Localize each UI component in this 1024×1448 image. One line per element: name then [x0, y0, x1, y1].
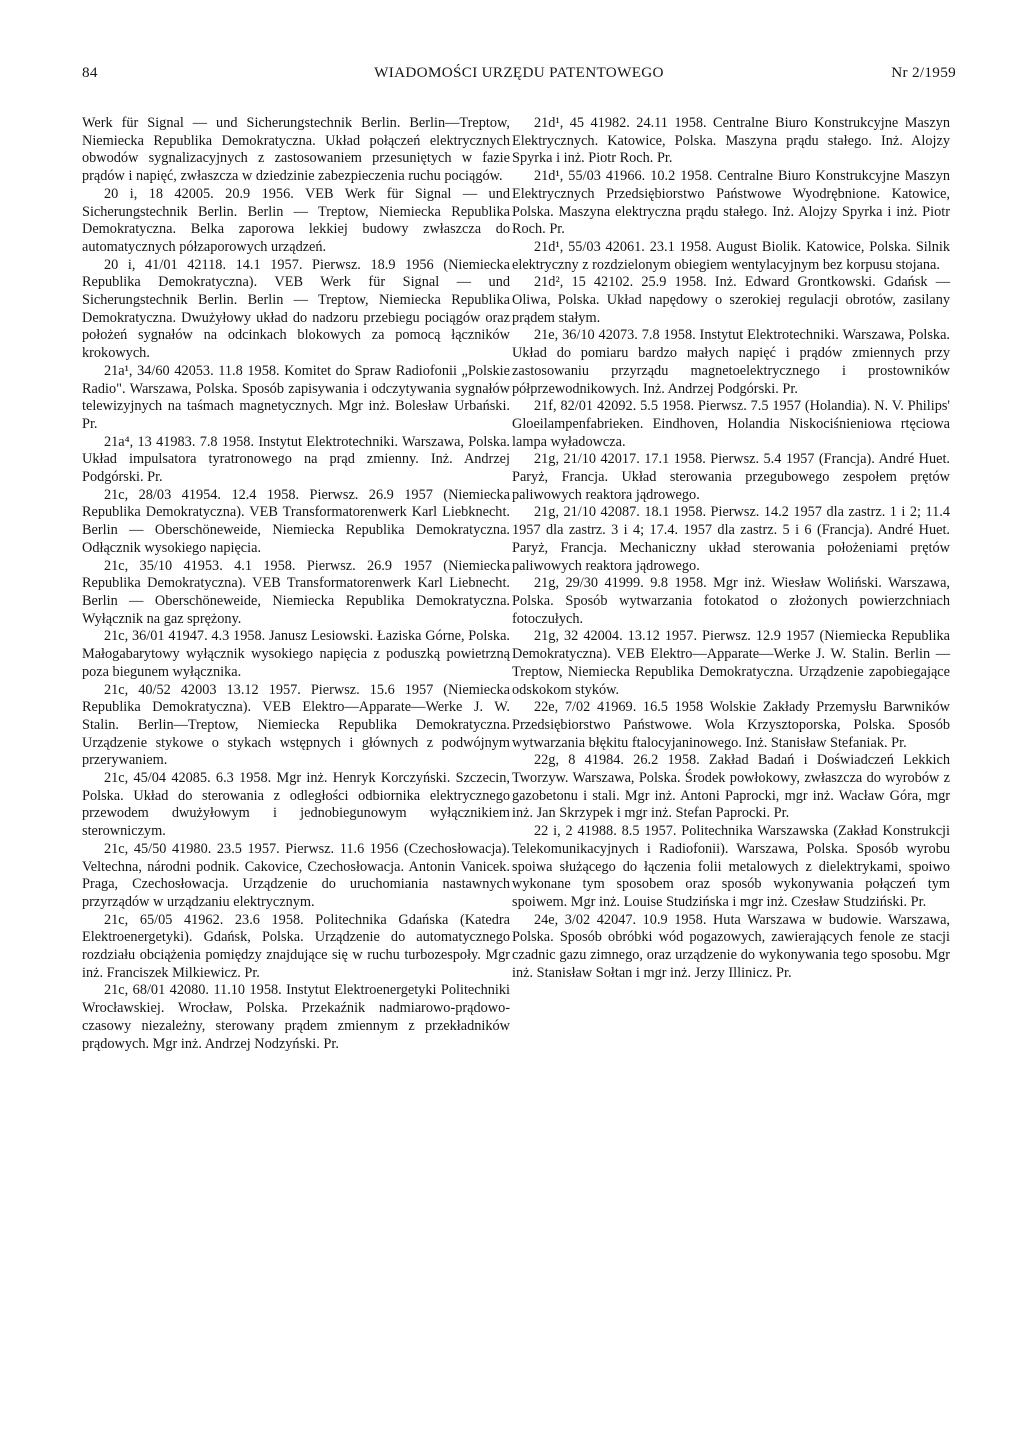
patent-entry: 21g, 21/10 42087. 18.1 1958. Pierwsz. 14.2 1957 dla zastrz. 1 i 2; 11.4 1957 dla zastrz. 3 i 4; 17.4. 1957 dla zastrz. 5 i 6 (Francja). André Huet. Paryż, Francja. Mechaniczny układ sterowania położeniami prętów paliwowych reaktora jądrowego.: [512, 504, 950, 574]
page-header: [82, 64, 956, 88]
patent-entry: 21d¹, 55/03 41966. 10.2 1958. Centralne Biuro Konstrukcyjne Maszyn Elektrycznych Przedsiębiorstwo Państwowe Wyodrębnione. Katowice, Polska. Maszyna elektryczna prądu stałego. Inż. Alojzy Spyrka i inż. Piotr Roch. Pr.: [512, 168, 950, 238]
patent-entry: 21c, 28/03 41954. 12.4 1958. Pierwsz. 26.9 1957 (Niemiecka Republika Demokratyczna). VEB Transformatorenwerk Karl Liebknecht. Berlin — Oberschöneweide, Niemiecka Republika Demokratyczna. Odłącznik wysokiego napięcia.: [82, 486, 510, 556]
patent-entry: 21c, 45/04 42085. 6.3 1958. Mgr inż. Henryk Korczyński. Szczecin, Polska. Układ do sterowania z odległości odbiornika elektrycznego przewodem dwużyłowym i jednobiegunowym wyłącznikiem sterowniczym.: [82, 770, 510, 840]
patent-entry: 21g, 21/10 42017. 17.1 1958. Pierwsz. 5.4 1957 (Francja). André Huet. Paryż, Francja. Układ sterowania przegubowego zespołem prętów paliwowych reaktora jądrowego.: [512, 451, 950, 503]
patent-entry: 21d¹, 55/03 42061. 23.1 1958. August Biolik. Katowice, Polska. Silnik elektryczny z rozdzielonym obiegiem wentylacyjnym bez korpusu stojana.: [512, 238, 950, 273]
patent-entry: 21d¹, 45 41982. 24.11 1958. Centralne Biuro Konstrukcyjne Maszyn Elektrycznych. Katowice, Polska. Maszyna prądu stałego. Inż. Alojzy Spyrka i inż. Piotr Roch. Pr.: [512, 115, 950, 167]
patent-entry: 21f, 82/01 42092. 5.5 1958. Pierwsz. 7.5 1957 (Holandia). N. V. Philips' Gloeilampenfabrieken. Eindhoven, Holandia Niskociśnieniowa rtęciowa lampa wyładowcza.: [512, 398, 950, 450]
patent-entry: 20 i, 18 42005. 20.9 1956. VEB Werk für Signal — und Sicherungstechnik Berlin. Berlin — Treptow, Niemiecka Republika Demokratyczna. Belka zaporowa lekkiej budowy zwłaszcza do automatycznych półzaporowych urządzeń.: [82, 185, 510, 255]
patent-entry: 21a⁴, 13 41983. 7.8 1958. Instytut Elektrotechniki. Warszawa, Polska. Układ impulsatora tyratronowego na prąd zmienny. Inż. Andrzej Podgórski. Pr.: [82, 433, 510, 486]
patent-entry: 21a¹, 34/60 42053. 11.8 1958. Komitet do Spraw Radiofonii „Polskie Radio". Warszawa, Polska. Sposób zapisywania i odczytywania sygnałów telewizyjnych na taśmach magnetycznych. Mgr inż. Bolesław Urbański. Pr.: [82, 362, 510, 432]
patent-entry: 22e, 7/02 41969. 16.5 1958 Wolskie Zakłady Przemysłu Barwników Przedsiębiorstwo Państwowe. Wola Krzysztoporska, Polska. Sposób wytwarzania błękitu ftalocyjaninowego. Inż. Stanisław Stefaniak. Pr.: [512, 699, 950, 751]
patent-entry: 21c, 40/52 42003 13.12 1957. Pierwsz. 15.6 1957 (Niemiecka Republika Demokratyczna). VEB Elektro—Apparate—Werke J. W. Stalin. Berlin—Treptow, Niemiecka Republika Demokratyczna. Urządzenie stykowe o stykach wstępnych i głównych z podwójnym przerywaniem.: [82, 681, 510, 769]
patent-entry: 22g, 8 41984. 26.2 1958. Zakład Badań i Doświadczeń Lekkich Tworzyw. Warszawa, Polska. Środek powłokowy, zwłaszcza do wyrobów z gazobetonu i stali. Mgr inż. Antoni Paprocki, mgr inż. Wacław Góra, mgr inż. Jan Skrzypek i mgr inż. Stefan Paprocki. Pr.: [512, 752, 950, 822]
patent-entry: 21c, 65/05 41962. 23.6 1958. Politechnika Gdańska (Katedra Elektroenergetyki). Gdańsk, Polska. Urządzenie do automatycznego rozdziału obciążenia pomiędzy znajdujące się w ruchu turbozespoły. Mgr inż. Franciszek Milkiewicz. Pr.: [82, 911, 510, 981]
patent-entry: Werk für Signal — und Sicherungstechnik Berlin. Berlin—Treptow, Niemiecka Republika Demokratyczna. Układ połączeń elektrycznych obwodów sygnalizacyjnych z zastosowaniem przesuniętych w fazie prądów i napięć, zwłaszcza w dziedzinie zabezpieczenia ruchu pociągów.: [82, 115, 510, 185]
patent-entry: 21g, 29/30 41999. 9.8 1958. Mgr inż. Wiesław Woliński. Warszawa, Polska. Sposób wytwarzania fotokatod o złożonych powierzchniach fotoczułych.: [512, 575, 950, 627]
patent-entry: 20 i, 41/01 42118. 14.1 1957. Pierwsz. 18.9 1956 (Niemiecka Republika Demokratyczna). VEB Werk für Signal — und Sicherungstechnik Berlin. Berlin — Treptow, Niemiecka Republika Demokratyczna. Dwużyłowy układ do nadzoru przebiegu pociągów oraz położeń sygnałów na odcinkach blokowych za pomocą łączników krokowych.: [82, 256, 510, 362]
page-number: 84: [82, 64, 98, 81]
issue-number: Nr 2/1959: [891, 64, 956, 81]
patent-entry: 21e, 36/10 42073. 7.8 1958. Instytut Elektrotechniki. Warszawa, Polska. Układ do pomiaru bardzo małych napięć i prądów zmiennych przy zastosowaniu przyrządu magnetoelektrycznego i prostowników półprzewodnikowych. Inż. Andrzej Podgórski. Pr.: [512, 327, 950, 397]
right-column: [512, 115, 950, 982]
patent-entry: 21c, 35/10 41953. 4.1 1958. Pierwsz. 26.9 1957 (Niemiecka Republika Demokratyczna). VEB Transformatorenwerk Karl Liebnecht. Berlin — Oberschöneweide, Niemiecka Republika Demokratyczna. Wyłącznik na gaz sprężony.: [82, 557, 510, 627]
patent-entry: 21c, 36/01 41947. 4.3 1958. Janusz Lesiowski. Łaziska Górne, Polska. Małogabarytowy wyłącznik wysokiego napięcia z poduszką powietrzną poza biegunem wyłącznika.: [82, 628, 510, 680]
patent-entry: 21g, 32 42004. 13.12 1957. Pierwsz. 12.9 1957 (Niemiecka Republika Demokratyczna). VEB Elektro—Apparate—Werke J. W. Stalin. Berlin — Treptow, Niemiecka Republika Demokratyczna. Urządzenie zapobiegające odskokom styków.: [512, 628, 950, 698]
patent-entry: 21d², 15 42102. 25.9 1958. Inż. Edward Grontkowski. Gdańsk — Oliwa, Polska. Układ napędowy o szerokiej regulacji obrotów, zasilany prądem stałym.: [512, 274, 950, 326]
patent-entry: 21c, 45/50 41980. 23.5 1957. Pierwsz. 11.6 1956 (Czechosłowacja). Veltechna, národni podnik. Cakovice, Czechosłowacja. Antonin Vanicek. Praga, Czechosłowacja. Urządzenie do uruchomiania nastawnych przyrządów w urządzaniu elektrycznym.: [82, 840, 510, 910]
left-column: [82, 115, 510, 1053]
patent-entry: 22 i, 2 41988. 8.5 1957. Politechnika Warszawska (Zakład Konstrukcji Telekomunikacyjnych i Radiofonii). Warszawa, Polska. Sposób wyrobu spoiwa służącego do łączenia folii metalowych z dielektrykami, spoiwo wykonane tym sposobem oraz sposób wykonywania połączeń tym spoiwem. Mgr inż. Louise Studzińska i mgr inż. Czesław Studziński. Pr.: [512, 823, 950, 910]
journal-title: WIADOMOŚCI URZĘDU PATENTOWEGO: [374, 64, 664, 81]
patent-entry: 21c, 68/01 42080. 11.10 1958. Instytut Elektroenergetyki Politechniki Wrocławskiej. Wrocław, Polska. Przekaźnik nadmiarowo-prądowo-czasowy niezależny, sterowany prądem zmiennym z przekładników prądowych. Mgr inż. Andrzej Nodzyński. Pr.: [82, 982, 510, 1052]
patent-entry: 24e, 3/02 42047. 10.9 1958. Huta Warszawa w budowie. Warszawa, Polska. Sposób obróbki wód pogazowych, zawierających fenole ze stacji czadnic gazu zimnego, oraz urządzenie do wykonywania tego sposobu. Mgr inż. Stanisław Sołtan i mgr inż. Jerzy Illinicz. Pr.: [512, 911, 950, 981]
